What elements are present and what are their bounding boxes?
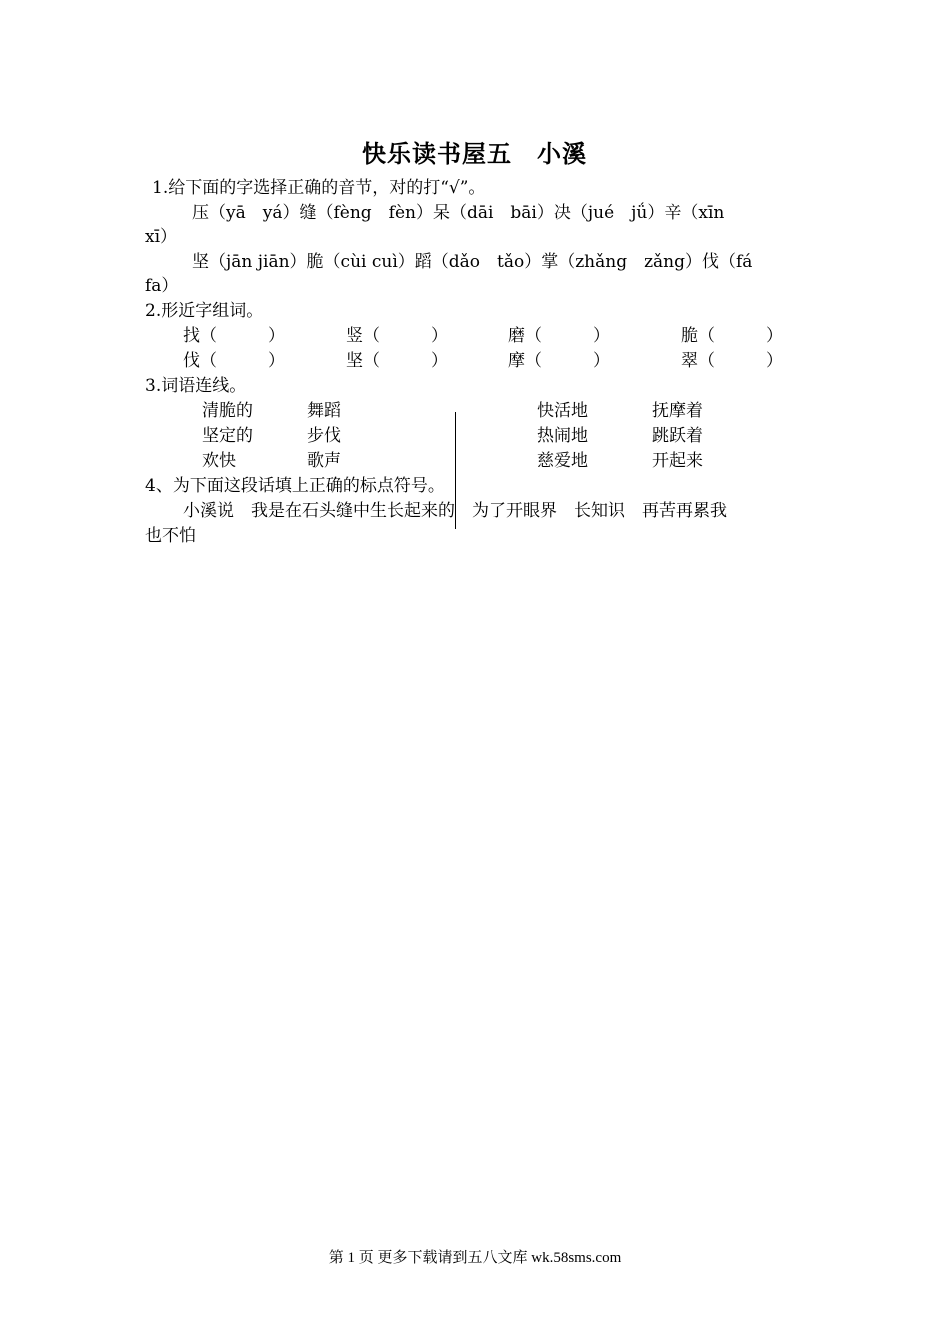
q2-row1-item: 找（ ）	[183, 326, 285, 346]
q3-word: 开起来	[652, 451, 703, 471]
q1-line2-b: fa）	[145, 276, 179, 296]
q1-line2-a: 坚（jān jiān）脆（cùi cuì）蹈（dǎo tǎo）掌（zhǎng zǎng）伐（fá	[192, 252, 753, 272]
q3-word: 舞蹈	[307, 401, 341, 421]
q2-row1-item: 竖（ ）	[346, 326, 448, 346]
q2-row2-item: 伐（ ）	[183, 351, 285, 371]
q3-word: 快活地	[537, 401, 588, 421]
q4-line2: 也不怕	[145, 526, 196, 546]
q2-row2-item: 摩（ ）	[508, 351, 610, 371]
q1-heading: 1.给下面的字选择正确的音节，对的打“√”。	[152, 178, 486, 198]
q2-row2-item: 翠（ ）	[681, 351, 783, 371]
q2-row1-item: 磨（ ）	[508, 326, 610, 346]
q3-word: 坚定的	[202, 426, 253, 446]
q3-word: 步伐	[307, 426, 341, 446]
q3-word: 热闹地	[537, 426, 588, 446]
q2-heading: 2.形近字组词。	[145, 301, 264, 321]
q1-line1-b: xī）	[145, 227, 178, 247]
q3-word: 跳跃着	[652, 426, 703, 446]
q3-word: 清脆的	[202, 401, 253, 421]
q3-word: 抚摩着	[652, 401, 703, 421]
q4-heading: 4、为下面这段话填上正确的标点符号。	[145, 476, 445, 496]
page-title: 快乐读书屋五 小溪	[362, 139, 587, 168]
q3-word: 慈爱地	[537, 451, 588, 471]
q3-word: 欢快	[202, 451, 236, 471]
q2-row2-item: 坚（ ）	[346, 351, 448, 371]
q2-row1-item: 脆（ ）	[681, 326, 783, 346]
q4-line1: 小溪说 我是在石头缝中生长起来的 为了开眼界 长知识 再苦再累我	[183, 501, 727, 521]
page-footer: 第 1 页 更多下载请到五八文库 wk.58sms.com	[328, 1250, 622, 1266]
q1-line1-a: 压（yā yá）缝（fèng fèn）呆（dāi bāi）决（jué jǘ）辛（xīn	[192, 203, 725, 223]
q3-heading: 3.词语连线。	[145, 376, 247, 396]
q3-word: 歌声	[307, 451, 341, 471]
